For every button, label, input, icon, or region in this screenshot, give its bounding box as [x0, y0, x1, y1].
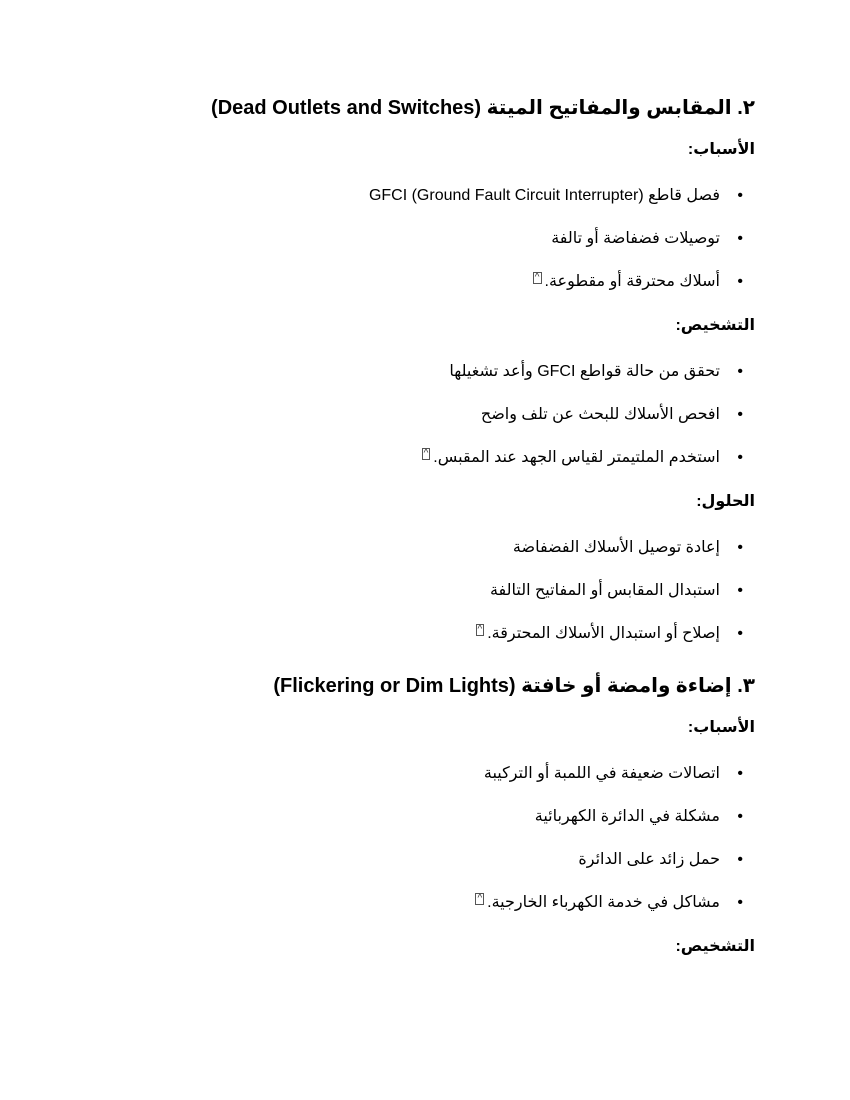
- reference-marker[interactable]: ^: [423, 448, 429, 459]
- section-2-heading: [155, 92, 755, 124]
- list-item: [155, 536, 755, 560]
- list-item: [155, 184, 755, 208]
- list-item-text: استخدم الملتيمتر لقياس الجهد عند المقبس.: [433, 449, 720, 466]
- list-item: [155, 403, 755, 427]
- list-item-text: اتصالات ضعيفة في اللمبة أو التركيبة: [483, 765, 720, 782]
- reference-marker[interactable]: ^: [477, 624, 483, 635]
- list-item-text: حمل زائد على الدائرة: [578, 851, 720, 868]
- list-item-text: إعادة توصيل الأسلاك الفضفاضة: [512, 539, 720, 556]
- section-2-heading-en: (Dead Outlets and Switches): [211, 97, 482, 119]
- section-3-heading-en: (Flickering or Dim Lights): [273, 675, 516, 697]
- section-2-causes-label: الأسباب:: [687, 141, 755, 158]
- document-content: [155, 92, 755, 959]
- list-item: [155, 270, 755, 294]
- list-item-text: مشكلة في الدائرة الكهربائية: [534, 808, 720, 825]
- list-item-text: فصل قاطع GFCI (Ground Fault Circuit Interrupter): [368, 187, 720, 204]
- section-2-solutions-label: الحلول:: [696, 493, 755, 510]
- list-item-text: استبدال المقابس أو المفاتيح التالفة: [489, 582, 720, 599]
- list-item: [155, 579, 755, 603]
- section-2-solutions-list: [155, 536, 755, 646]
- section-3-diagnosis-label: التشخيص:: [675, 938, 755, 955]
- list-item: [155, 622, 755, 646]
- reference-marker[interactable]: ^: [534, 272, 540, 283]
- list-item: [155, 848, 755, 872]
- list-item-text: تحقق من حالة قواطع GFCI وأعد تشغيلها: [449, 363, 720, 380]
- list-item-text: مشاكل في خدمة الكهرباء الخارجية.: [487, 894, 720, 911]
- list-item-text: توصيلات فضفاضة أو تالفة: [551, 230, 720, 247]
- section-2-heading-ar: ٢. المقابس والمفاتيح الميتة: [486, 97, 755, 119]
- section-3-heading-ar: ٣. إضاءة وامضة أو خافتة: [521, 675, 755, 697]
- list-item: [155, 360, 755, 384]
- section-3-heading: [155, 670, 755, 702]
- list-item: [155, 227, 755, 251]
- list-item: [155, 446, 755, 470]
- list-item: [155, 891, 755, 915]
- section-2-causes-list: [155, 184, 755, 294]
- list-item-text: أسلاك محترقة أو مقطوعة.: [544, 273, 720, 290]
- list-item: [155, 762, 755, 786]
- reference-marker[interactable]: ^: [477, 893, 483, 904]
- section-2-diagnosis-label: التشخيص:: [675, 317, 755, 334]
- list-item-text: افحص الأسلاك للبحث عن تلف واضح: [480, 406, 720, 423]
- section-3-causes-list: [155, 762, 755, 915]
- list-item-text: إصلاح أو استبدال الأسلاك المحترقة.: [487, 625, 720, 642]
- list-item: [155, 805, 755, 829]
- section-3-causes-label: الأسباب:: [687, 719, 755, 736]
- section-2-diagnosis-list: [155, 360, 755, 470]
